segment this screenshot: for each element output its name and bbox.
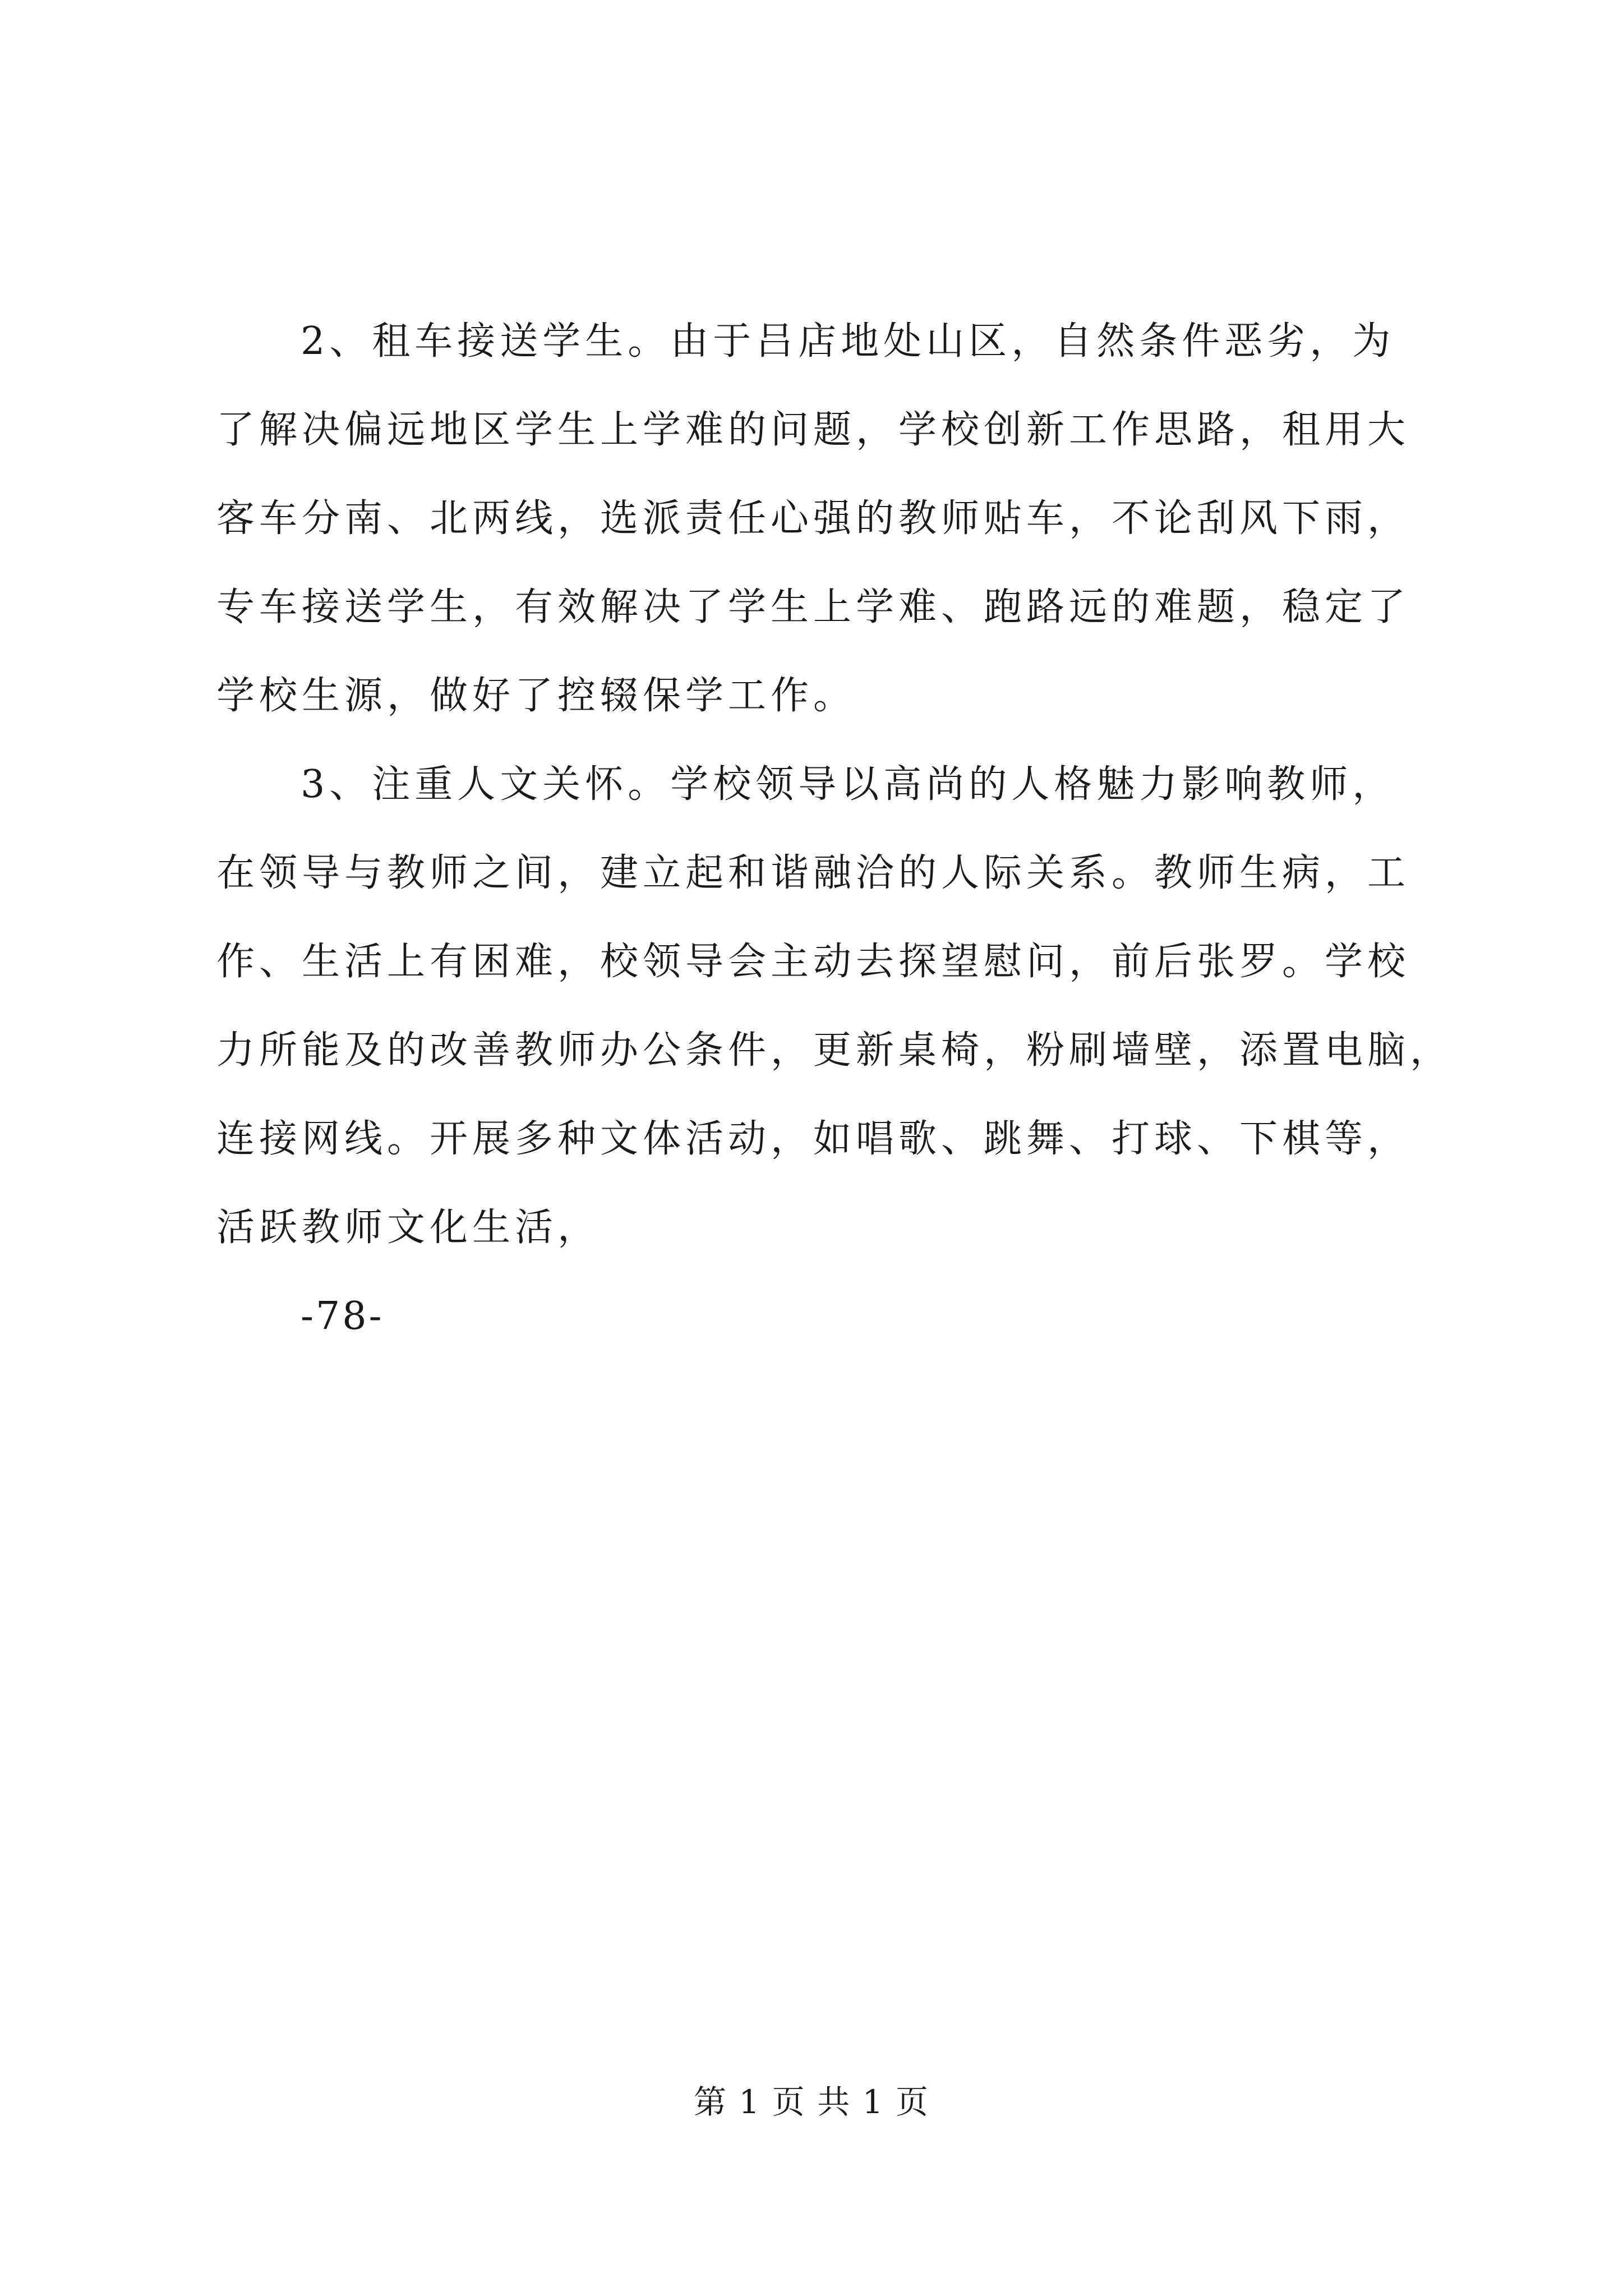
- paragraph-rental-bus: [216, 297, 1433, 740]
- paragraph-line: 作、生活上有困难，校领导会主动去探望慰问，前后张罗。学校: [216, 940, 1410, 984]
- paragraph-humanistic-care: [216, 740, 1453, 1272]
- paragraph-line: 3、注重人文关怀。学校领导以高尚的人格魅力影响教师，: [301, 762, 1395, 807]
- paragraph-line: 在领导与教师之间，建立起和谐融洽的人际关系。教师生病，工: [216, 851, 1410, 895]
- paragraph-line: 力所能及的改善教师办公条件，更新桌椅，粉刷墙壁，添置电脑，: [216, 1028, 1453, 1073]
- paragraph-line: 连接网线。开展多种文体活动，如唱歌、跳舞、打球、下棋等，: [216, 1117, 1410, 1161]
- paragraph-line: 了解决偏远地区学生上学难的问题，学校创新工作思路，租用大: [216, 408, 1410, 452]
- paragraph-line: 2、租车接送学生。由于吕店地处山区，自然条件恶劣，为: [301, 319, 1395, 364]
- paragraph-line: 学校生源，做好了控辍保学工作。: [216, 674, 856, 718]
- paragraph-line: 专车接送学生，有效解决了学生上学难、跑路远的难题，稳定了: [216, 585, 1410, 629]
- page-footer: 第 1 页 共 1 页: [694, 2083, 929, 2121]
- document-body: [216, 297, 1453, 1361]
- page-number-marker: -78-: [301, 1294, 384, 1338]
- paragraph-line: 客车分南、北两线，选派责任心强的教师贴车，不论刮风下雨，: [216, 496, 1410, 541]
- paragraph-line: 活跃教师文化生活，: [216, 1205, 601, 1250]
